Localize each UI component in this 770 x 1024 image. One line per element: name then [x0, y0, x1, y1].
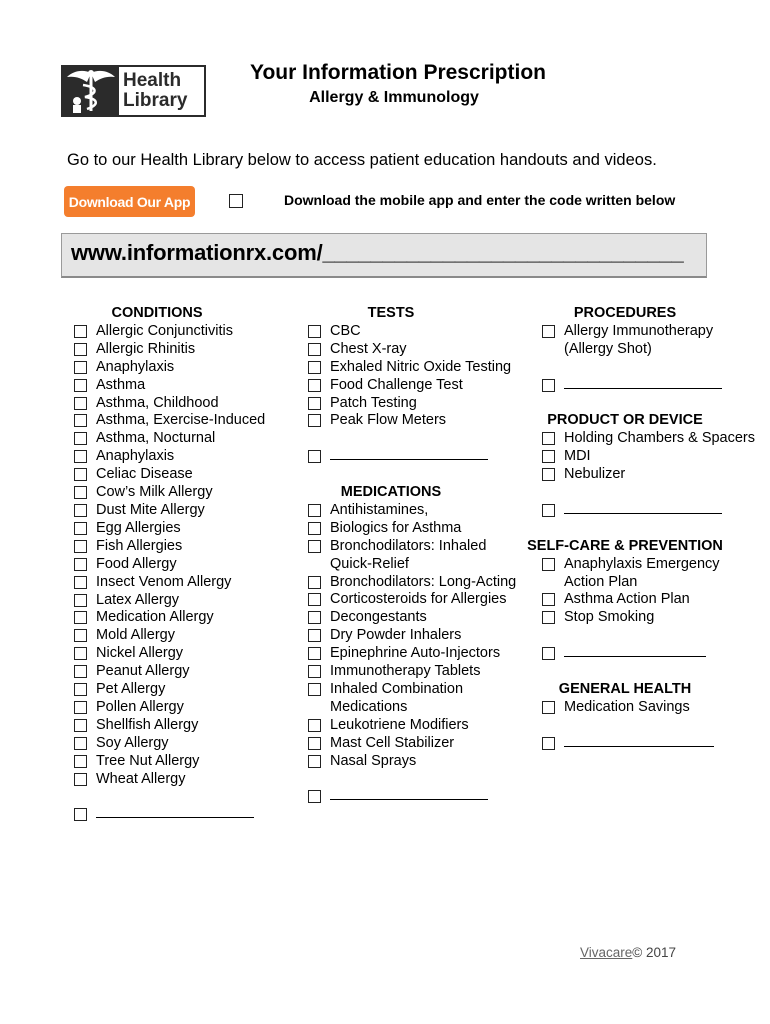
checkbox[interactable] [74, 468, 87, 481]
checklist-item-label: Medication Allergy [96, 609, 214, 626]
checkbox[interactable] [308, 611, 321, 624]
checkbox[interactable] [542, 737, 555, 750]
checkbox[interactable] [308, 325, 321, 338]
logo-line-1: Health [123, 70, 182, 91]
checklist-item-label: Exhaled Nitric Oxide Testing [330, 358, 512, 375]
checklist-item-label: Medication Savings [564, 698, 690, 715]
checkbox[interactable] [308, 504, 321, 517]
write-in-blank[interactable] [330, 448, 488, 460]
url-code-field[interactable]: www.informationrx.com/______________________________ [61, 233, 707, 278]
checklist-item[interactable] [542, 448, 762, 466]
checklist-item[interactable] [308, 753, 518, 771]
checklist-item-label: Bronchodilators: Long-Acting [330, 573, 517, 590]
selfcare-heading: SELF-CARE & PREVENTION [527, 537, 723, 554]
checkbox[interactable] [74, 683, 87, 696]
checkbox[interactable] [74, 719, 87, 732]
procedures-other-item [542, 377, 762, 395]
checklist-item[interactable] [74, 448, 274, 466]
checklist-item-label: Chest X-ray [330, 340, 407, 357]
checklist-item[interactable] [542, 466, 762, 484]
checklist-item-label: Fish Allergies [96, 537, 183, 554]
checklist-item-label: Holding Chambers & Spacers [564, 430, 756, 447]
checkbox[interactable] [74, 611, 87, 624]
checklist-item-label: Antihistamines, [330, 501, 429, 518]
checkbox[interactable] [542, 450, 555, 463]
checklist-item-label: Asthma, Childhood [96, 394, 219, 411]
checklist-item[interactable] [308, 520, 518, 538]
checklist-item[interactable] [74, 484, 274, 502]
checklist-item-label: Leukotriene Modifiers [330, 716, 469, 733]
intro-text: Go to our Health Library below to access patient education handouts and videos. [67, 151, 657, 169]
checklist-item[interactable] [74, 627, 274, 645]
checkbox[interactable] [74, 576, 87, 589]
checkbox[interactable] [308, 629, 321, 642]
checklist-item-label: Allergy Immunotherapy (Allergy Shot) [564, 322, 714, 357]
checkbox[interactable] [74, 808, 87, 821]
selfcare-list [542, 556, 762, 628]
checklist-item[interactable] [308, 591, 518, 609]
checklist-item[interactable] [308, 735, 518, 753]
checkbox[interactable] [74, 737, 87, 750]
checklist-item-label: Asthma [96, 376, 146, 393]
product-other-item [542, 502, 762, 520]
write-in-blank[interactable] [564, 377, 722, 389]
checkbox[interactable] [74, 701, 87, 714]
checklist-item[interactable] [74, 592, 274, 610]
checklist-item-label: Food Challenge Test [330, 376, 463, 393]
checklist-item-label: Corticosteroids for Allergies [330, 591, 507, 608]
checklist-item[interactable] [74, 359, 274, 377]
checklist-item-label: Allergic Conjunctivitis [96, 322, 233, 339]
checkbox[interactable] [74, 432, 87, 445]
checkbox[interactable] [308, 683, 321, 696]
checklist-item[interactable] [308, 359, 518, 377]
checklist-item[interactable] [308, 681, 518, 717]
tests-other-item [308, 448, 518, 466]
checkbox[interactable] [74, 414, 87, 427]
logo-line-2: Library [123, 90, 188, 111]
product-list [542, 430, 762, 484]
checklist-item[interactable] [308, 574, 518, 592]
tests-medications-column [308, 305, 518, 806]
tests-list [308, 323, 518, 430]
checklist-item[interactable] [74, 556, 274, 574]
checklist-item[interactable] [542, 591, 762, 609]
medications-list [308, 502, 518, 771]
checklist-item-label: Anaphylaxis [96, 358, 175, 375]
checkbox[interactable] [308, 593, 321, 606]
checkbox[interactable] [74, 773, 87, 786]
general-heading: GENERAL HEALTH [558, 680, 692, 697]
checklist-item-label: Soy Allergy [96, 734, 169, 751]
checkbox[interactable] [542, 593, 555, 606]
checklist-item[interactable] [308, 627, 518, 645]
checkbox[interactable] [308, 397, 321, 410]
checkbox[interactable] [542, 701, 555, 714]
checklist-item-label: Asthma Action Plan [564, 591, 690, 608]
checklist-item[interactable] [308, 502, 518, 520]
checklist-item[interactable] [542, 699, 762, 717]
footer [580, 945, 676, 960]
checklist-item-label: Immunotherapy Tablets [330, 663, 481, 680]
download-app-button[interactable]: Download Our App [64, 186, 195, 217]
copyright-text: © 2017 [632, 945, 677, 960]
checklist-item[interactable] [308, 377, 518, 395]
checkbox[interactable] [308, 450, 321, 463]
checklist-item[interactable] [74, 699, 274, 717]
checklist-item-label: Peak Flow Meters [330, 412, 447, 429]
write-in-blank[interactable] [564, 735, 714, 747]
write-in-blank[interactable] [96, 806, 254, 818]
checklist-item[interactable] [74, 574, 274, 592]
checklist-item[interactable] [74, 466, 274, 484]
checklist-item-label: Celiac Disease [96, 466, 193, 483]
checklist-item-label: Dry Powder Inhalers [330, 627, 462, 644]
checklist-item[interactable] [74, 717, 274, 735]
checkbox[interactable] [542, 432, 555, 445]
checklist-item-label: Insect Venom Allergy [96, 573, 232, 590]
checklist-item[interactable] [74, 377, 274, 395]
checklist-item[interactable] [542, 609, 762, 627]
checklist-item-label: Allergic Rhinitis [96, 340, 196, 357]
checkbox[interactable] [308, 522, 321, 535]
write-in-blank[interactable] [564, 645, 706, 657]
checklist-item[interactable] [74, 538, 274, 556]
checkbox[interactable] [74, 486, 87, 499]
checklist-item[interactable] [74, 753, 274, 771]
checklist-item[interactable] [74, 609, 274, 627]
checklist-item[interactable] [74, 520, 274, 538]
checkbox[interactable] [308, 379, 321, 392]
procedures-column [527, 305, 762, 753]
checkbox[interactable] [74, 450, 87, 463]
medications-heading: MEDICATIONS [340, 484, 442, 501]
selfcare-other-item [542, 645, 762, 663]
app-instruction: Download the mobile app and enter the code written below [284, 192, 676, 208]
conditions-list [74, 323, 274, 789]
checklist-item[interactable] [542, 430, 762, 448]
checklist-item[interactable] [308, 323, 518, 341]
checkbox[interactable] [74, 325, 87, 338]
write-in-blank[interactable] [564, 502, 722, 514]
checklist-item-label: Anaphylaxis [96, 448, 175, 465]
checklist-item-label: Wheat Allergy [96, 770, 186, 787]
checkbox[interactable] [74, 665, 87, 678]
checklist-item[interactable] [74, 341, 274, 359]
medications-other-item [308, 788, 518, 806]
page-title: Your Information Prescription [250, 61, 546, 84]
checklist-item-label: Food Allergy [96, 555, 177, 572]
checkbox[interactable] [308, 343, 321, 356]
checklist-item-label: Nasal Sprays [330, 752, 417, 769]
checkbox[interactable] [308, 790, 321, 803]
checkbox[interactable] [542, 325, 555, 338]
checkbox[interactable] [74, 594, 87, 607]
conditions-other-item [74, 806, 274, 824]
checklist-item-label: Biologics for Asthma [330, 519, 462, 536]
checkbox[interactable] [542, 611, 555, 624]
checkbox[interactable] [74, 647, 87, 660]
checklist-item-label: Stop Smoking [564, 609, 655, 626]
checkbox[interactable] [74, 361, 87, 374]
checkbox[interactable] [308, 719, 321, 732]
checkbox[interactable] [308, 737, 321, 750]
checklist-item[interactable] [308, 663, 518, 681]
checklist-item-label: Egg Allergies [96, 519, 181, 536]
general-list [542, 699, 762, 717]
checkbox[interactable] [74, 343, 87, 356]
checklist-item[interactable] [74, 395, 274, 413]
checkbox[interactable] [542, 504, 555, 517]
procedures-heading: PROCEDURES [573, 305, 677, 321]
checkbox[interactable] [308, 647, 321, 660]
checklist-item[interactable] [74, 663, 274, 681]
checkbox[interactable] [542, 558, 555, 571]
checklist-item-label: Peanut Allergy [96, 663, 190, 680]
checklist-item[interactable] [74, 502, 274, 520]
checklist-item-label: Asthma, Nocturnal [96, 430, 216, 447]
page-subtitle: Allergy & Immunology [309, 89, 479, 106]
conditions-heading: CONDITIONS [111, 305, 203, 321]
checklist-item-label: Asthma, Exercise-Induced [96, 412, 266, 429]
checklist-item-label: Pollen Allergy [96, 698, 184, 715]
checklist-item-label: Tree Nut Allergy [96, 752, 200, 769]
checkbox[interactable] [308, 665, 321, 678]
tests-heading: TESTS [367, 305, 415, 321]
checklist-item-label: Dust Mite Allergy [96, 501, 205, 518]
checklist-item[interactable] [74, 771, 274, 789]
checklist-item-label: Nebulizer [564, 466, 626, 483]
checklist-item[interactable] [74, 735, 274, 753]
checklist-item-label: Pet Allergy [96, 681, 166, 698]
product-heading: PRODUCT OR DEVICE [547, 412, 703, 429]
checkbox[interactable] [308, 361, 321, 374]
checklist-item[interactable] [308, 609, 518, 627]
checklist-item[interactable] [542, 323, 762, 359]
checkbox[interactable] [74, 558, 87, 571]
checkbox[interactable] [74, 397, 87, 410]
checklist-item-label: Inhaled Combination Medications [330, 681, 464, 715]
checklist-item-label: Mold Allergy [96, 627, 175, 644]
general-other-item [542, 735, 762, 753]
write-in-blank[interactable] [330, 788, 488, 800]
checklist-item-label: Latex Allergy [96, 591, 180, 608]
checkbox[interactable] [308, 576, 321, 589]
checklist-item-label: Mast Cell Stabilizer [330, 734, 455, 751]
checkbox[interactable] [74, 629, 87, 642]
download-app-checkbox[interactable] [229, 194, 243, 208]
checkbox[interactable] [542, 468, 555, 481]
checkbox[interactable] [74, 540, 87, 553]
checklist-item[interactable] [308, 412, 518, 430]
procedures-list [542, 323, 762, 359]
checklist-item-label: CBC [330, 322, 361, 339]
checklist-item-label: Shellfish Allergy [96, 716, 199, 733]
checkbox[interactable] [542, 647, 555, 660]
checklist-item[interactable] [308, 341, 518, 359]
checklist-item[interactable] [308, 395, 518, 413]
checkbox[interactable] [308, 414, 321, 427]
checklist-item[interactable] [74, 323, 274, 341]
checkbox[interactable] [74, 755, 87, 768]
checklist-item[interactable] [308, 645, 518, 663]
vivacare-link[interactable]: Vivacare [580, 945, 633, 960]
checklist-item-label: Patch Testing [330, 394, 417, 411]
conditions-column [74, 305, 274, 824]
checklist-item-label: Nickel Allergy [96, 645, 184, 662]
checklist-item-label: Decongestants [330, 609, 427, 626]
checklist-item[interactable] [74, 412, 274, 430]
checklist-item[interactable] [74, 430, 274, 448]
checkbox[interactable] [542, 379, 555, 392]
checklist-item-label: Anaphylaxis Emergency Action Plan [564, 555, 720, 590]
checklist-item[interactable] [542, 556, 762, 592]
checkbox[interactable] [74, 522, 87, 535]
checklist-item[interactable] [308, 538, 518, 574]
checkbox[interactable] [74, 379, 87, 392]
checklist-item[interactable] [74, 681, 274, 699]
checklist-item-label: MDI [564, 448, 591, 465]
checklist-item-label: Epinephrine Auto-Injectors [330, 645, 501, 662]
checkbox[interactable] [308, 755, 321, 768]
checklist-item[interactable] [74, 645, 274, 663]
checklist-item-label: Cow’s Milk Allergy [96, 484, 213, 501]
checklist-item[interactable] [308, 717, 518, 735]
checklist-item-label: Bronchodilators: Inhaled Quick-Relief [330, 537, 487, 572]
checkbox[interactable] [308, 540, 321, 553]
checkbox[interactable] [74, 504, 87, 517]
